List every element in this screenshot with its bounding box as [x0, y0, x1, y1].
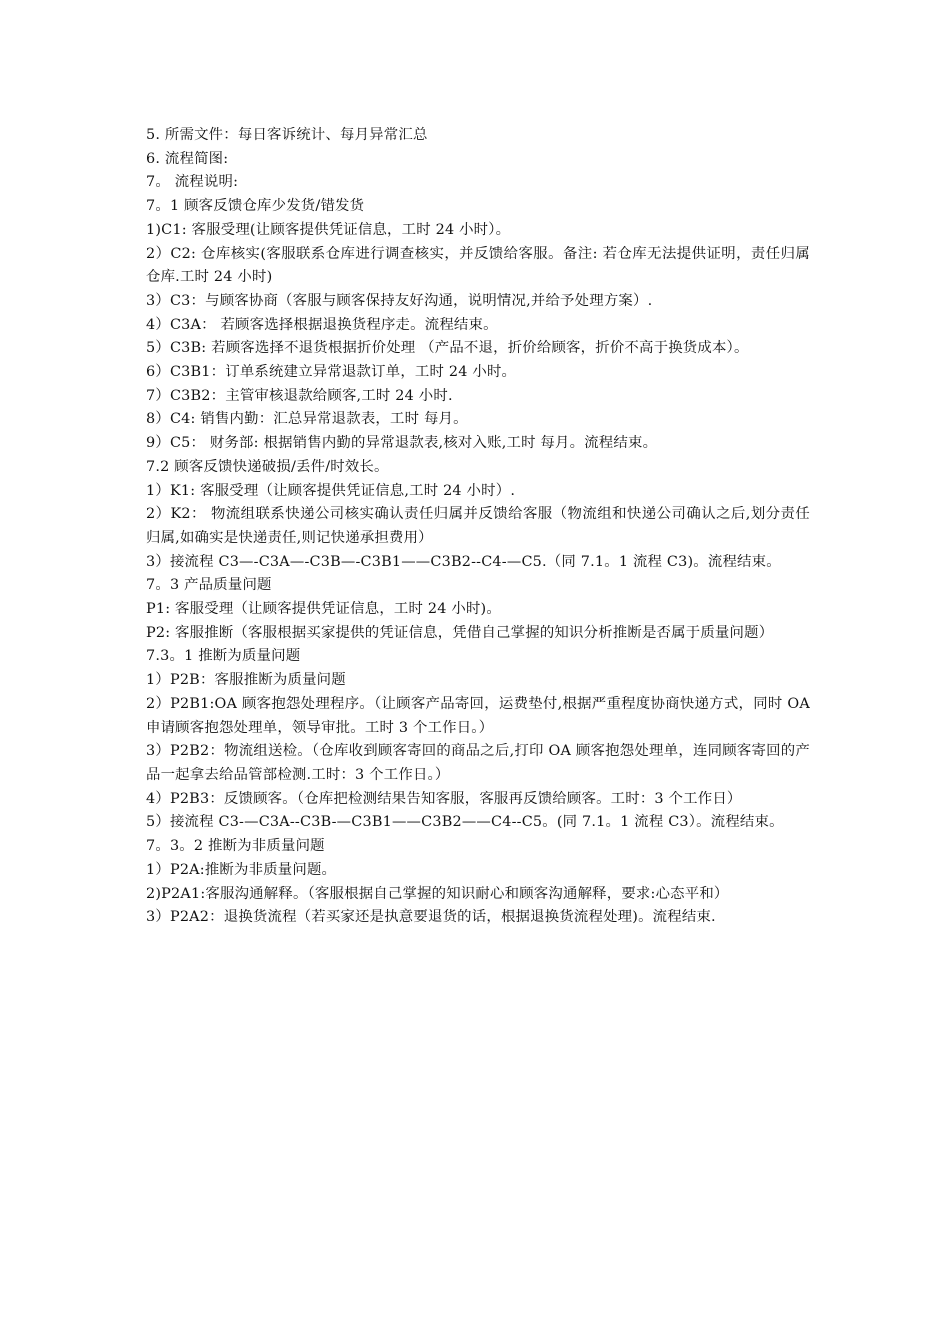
heading-7-1: 7。1 顾客反馈仓库少发货/错发货	[146, 198, 365, 215]
document-body	[146, 124, 810, 930]
paragraph-p2a2: 3）P2A2：退换货流程（若买家还是执意要退货的话，根据退换货流程处理)。流程结束.	[146, 909, 716, 926]
paragraph-p2b-flow: 5）接流程 C3-—C3A--C3B-—C3B1——C3B2——C4--C5。(同 7.1。1 流程 C3）。流程结束。	[146, 814, 784, 831]
paragraph-p2b1: 2）P2B1:OA 顾客抱怨处理程序。（让顾客产品寄回，运费垫付,根据严重程度协商快递方式，同时 OA 申请顾客抱怨处理单，领导审批。工时 3 个工作日。）	[146, 695, 810, 736]
paragraph-c5: 9）C5： 财务部: 根据销售内勤的异常退款表,核对入账,工时 每月。流程结束。	[146, 435, 658, 452]
paragraph-c4: 8）C4: 销售内勤：汇总异常退款表，工时 每月。	[146, 411, 468, 428]
paragraph-p2: P2: 客服推断（客服根据买家提供的凭证信息，凭借自己掌握的知识分析推断是否属于质量问题）	[146, 624, 774, 641]
paragraph-p2b: 1）P2B：客服推断为质量问题	[146, 672, 346, 689]
heading-7-3-2: 7。3。2 推断为非质量问题	[146, 838, 325, 855]
paragraph-p2a: 1）P2A:推断为非质量问题。	[146, 861, 337, 878]
paragraph-k2: 2）K2： 物流组联系快递公司核实确认责任归属并反馈给客服（物流组和快递公司确认之后,划分责任归属,如确实是快递责任,则记快递承担费用）	[146, 506, 810, 546]
heading-process-description: 7。 流程说明:	[146, 174, 239, 191]
heading-7-3: 7。3 产品质量问题	[146, 577, 272, 594]
paragraph-k-flow: 3）接流程 C3—-C3A—-C3B—-C3B1——C3B2--C4-—C5.（同 7.1。1 流程 C3)。流程结束。	[146, 553, 781, 570]
paragraph-p2b3: 4）P2B3：反馈顾客。（仓库把检测结果告知客服，客服再反馈给顾客。工时：3 个工作日）	[146, 790, 742, 807]
paragraph-p1: P1: 客服受理（让顾客提供凭证信息，工时 24 小时)。	[146, 601, 501, 618]
paragraph-p2a1: 2)P2A1:客服沟通解释。（客服根据自己掌握的知识耐心和顾客沟通解释，要求:心态平和）	[146, 885, 729, 902]
heading-7-2: 7.2 顾客反馈快递破损/丢件/时效长。	[146, 458, 389, 475]
paragraph-c1: 1)C1: 客服受理(让顾客提供凭证信息，工时 24 小时）。	[146, 221, 511, 238]
paragraph-p2b2: 3）P2B2：物流组送检。（仓库收到顾客寄回的商品之后,打印 OA 顾客抱怨处理单，连同顾客寄回的产品一起拿去给品管部检测.工时：3 个工作日。）	[146, 743, 810, 783]
paragraph-c3b1: 6）C3B1：订单系统建立异常退款订单，工时 24 小时。	[146, 364, 517, 381]
paragraph-flow-diagram: 6. 流程简图:	[146, 150, 229, 167]
paragraph-c3a: 4）C3A： 若顾客选择根据退换货程序走。流程结束。	[146, 316, 498, 333]
paragraph-c3: 3）C3：与顾客协商（客服与顾客保持友好沟通，说明情况,并给予处理方案）.	[146, 292, 653, 309]
paragraph-k1: 1）K1: 客服受理（让顾客提供凭证信息,工时 24 小时）.	[146, 482, 516, 499]
paragraph-c2: 2）C2: 仓库核实(客服联系仓库进行调查核实，并反馈给客服。备注: 若仓库无法提供证明，责任归属仓库.工时 24 小时)	[146, 245, 810, 286]
paragraph-c3b: 5）C3B: 若顾客选择不退货根据折价处理 （产品不退，折价给顾客，折价不高于换货成本）。	[146, 340, 749, 357]
heading-7-3-1: 7.3。1 推断为质量问题	[146, 648, 301, 665]
paragraph-required-documents: 5. 所需文件：每日客诉统计、每月异常汇总	[146, 127, 428, 143]
paragraph-c3b2: 7）C3B2：主管审核退款给顾客,工时 24 小时.	[146, 387, 453, 404]
